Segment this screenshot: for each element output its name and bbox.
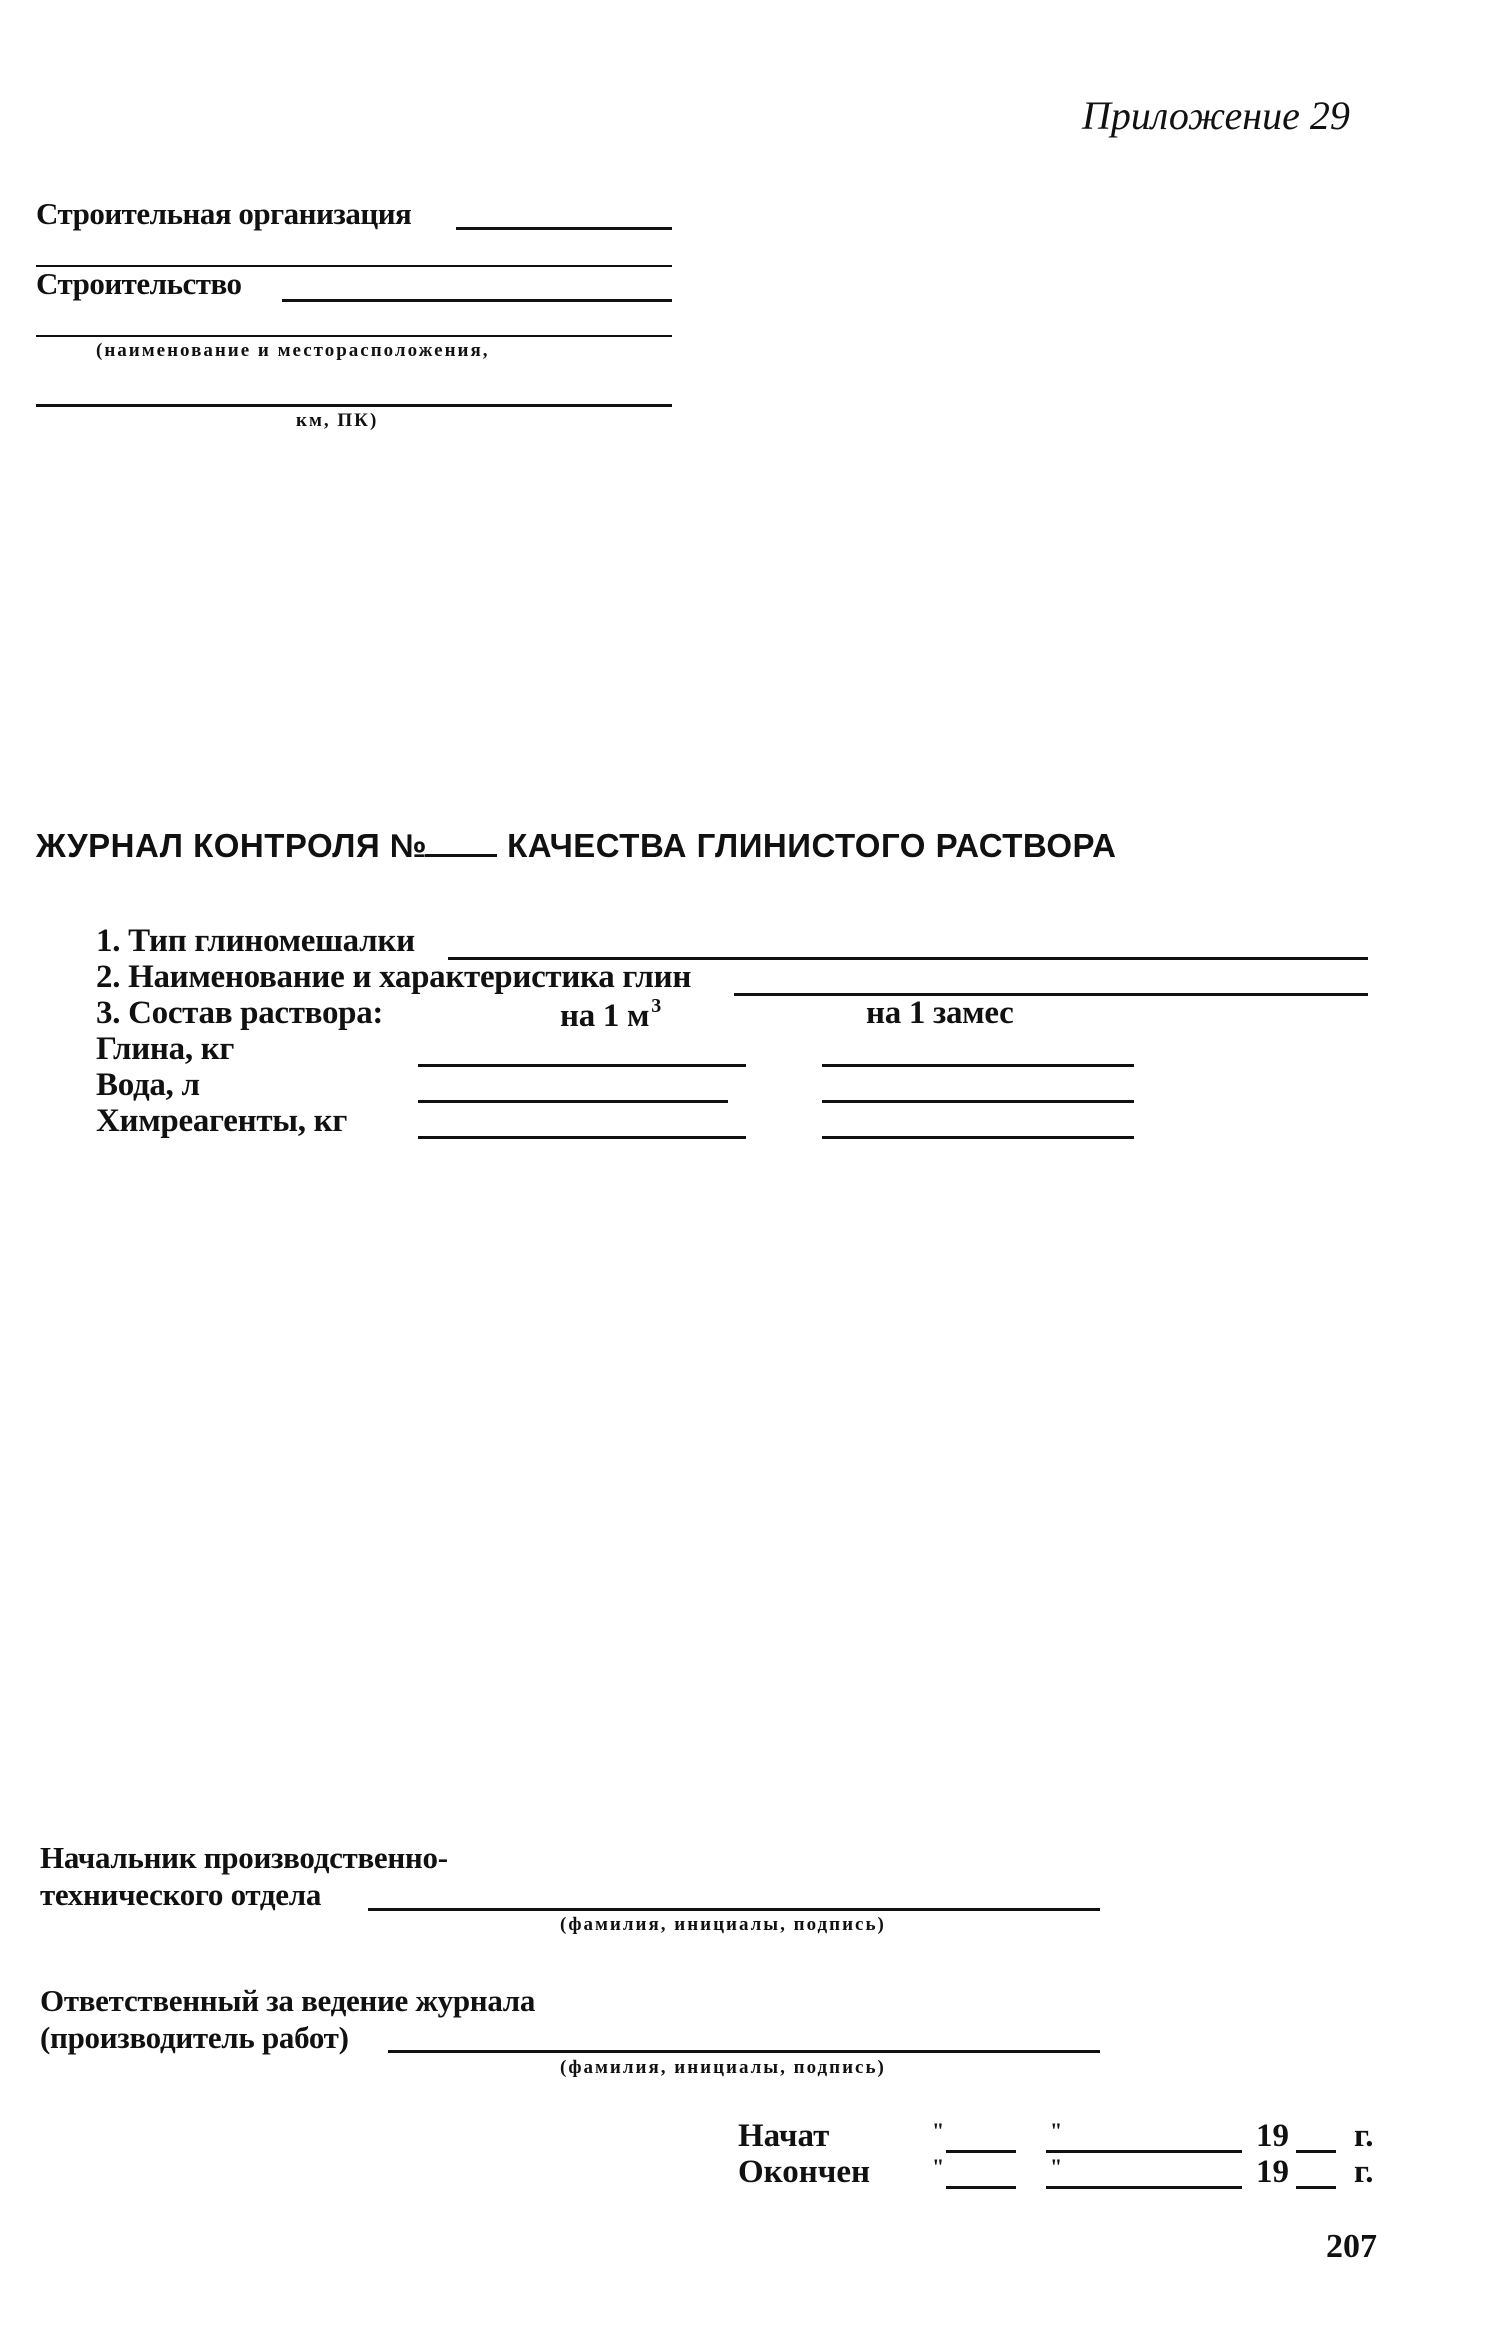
page-number: 207: [1326, 2228, 1377, 2265]
appendix-label: Приложение 29: [1082, 93, 1350, 138]
started-close-quote: ": [1050, 2118, 1063, 2143]
started-open-quote: ": [932, 2118, 945, 2143]
water-per-batch-field[interactable]: [822, 1100, 1134, 1103]
clay-description-field[interactable]: [734, 993, 1368, 996]
chief-label-line2: технического отдела: [40, 1877, 322, 1912]
construction-field[interactable]: [282, 299, 672, 302]
finished-century: 19: [1256, 2154, 1289, 2190]
location-caption: км, ПК): [296, 410, 379, 431]
finished-close-quote: ": [1050, 2154, 1063, 2179]
composition-label: 3. Состав раствора:: [96, 995, 384, 1031]
organization-label: Строительная организация: [36, 196, 412, 231]
chemicals-row-label: Химреагенты, кг: [96, 1103, 348, 1139]
started-month-field[interactable]: [1046, 2150, 1242, 2153]
responsible-signature-field[interactable]: [388, 2050, 1100, 2053]
started-year-suffix: г.: [1354, 2118, 1374, 2154]
construction-label: Строительство: [36, 266, 242, 301]
chief-label-line1: Начальник производственно-: [40, 1840, 448, 1875]
finished-month-field[interactable]: [1046, 2186, 1242, 2189]
journal-title: [36, 826, 1117, 865]
per-m3-header-superscript: 3: [651, 995, 661, 1017]
construction-caption: (наименование и месторасположения,: [96, 340, 490, 361]
started-year-field[interactable]: [1296, 2150, 1336, 2153]
responsible-signature-caption: (фамилия, инициалы, подпись): [560, 2057, 886, 2078]
chemicals-per-batch-field[interactable]: [822, 1136, 1134, 1139]
clay-row-label: Глина, кг: [96, 1031, 235, 1067]
journal-number-field[interactable]: [425, 826, 497, 857]
finished-label: Окончен: [738, 2154, 871, 2190]
clay-per-m3-field[interactable]: [418, 1064, 746, 1067]
started-century: 19: [1256, 2118, 1289, 2154]
journal-title-suffix: КАЧЕСТВА ГЛИНИСТОГО РАСТВОРА: [507, 827, 1117, 864]
construction-field-continuation[interactable]: [36, 335, 672, 337]
chemicals-per-m3-field[interactable]: [418, 1136, 746, 1139]
started-label: Начат: [738, 2118, 830, 2154]
responsible-label-line1: Ответственный за ведение журнала: [40, 1983, 536, 2018]
chief-signature-caption: (фамилия, инициалы, подпись): [560, 1914, 886, 1935]
responsible-label-line2: (производитель работ): [40, 2020, 349, 2055]
mixer-type-label: 1. Тип глиномешалки: [96, 923, 415, 959]
started-day-field[interactable]: [946, 2150, 1016, 2153]
water-row-label: Вода, л: [96, 1067, 200, 1103]
water-per-m3-field[interactable]: [418, 1100, 728, 1103]
finished-day-field[interactable]: [946, 2186, 1016, 2189]
clay-per-batch-field[interactable]: [822, 1064, 1134, 1067]
finished-year-field[interactable]: [1296, 2186, 1336, 2189]
clay-description-label: 2. Наименование и характеристика глин: [96, 959, 692, 995]
finished-year-suffix: г.: [1354, 2154, 1374, 2190]
chief-signature-field[interactable]: [368, 1908, 1100, 1911]
organization-field[interactable]: [456, 227, 672, 230]
location-field[interactable]: [36, 404, 672, 407]
per-m3-header-text: на 1 м: [560, 998, 650, 1034]
per-m3-header: [560, 995, 661, 1035]
journal-title-prefix: ЖУРНАЛ КОНТРОЛЯ №: [36, 827, 428, 864]
finished-open-quote: ": [932, 2154, 945, 2179]
per-batch-header: на 1 замес: [866, 995, 1014, 1031]
